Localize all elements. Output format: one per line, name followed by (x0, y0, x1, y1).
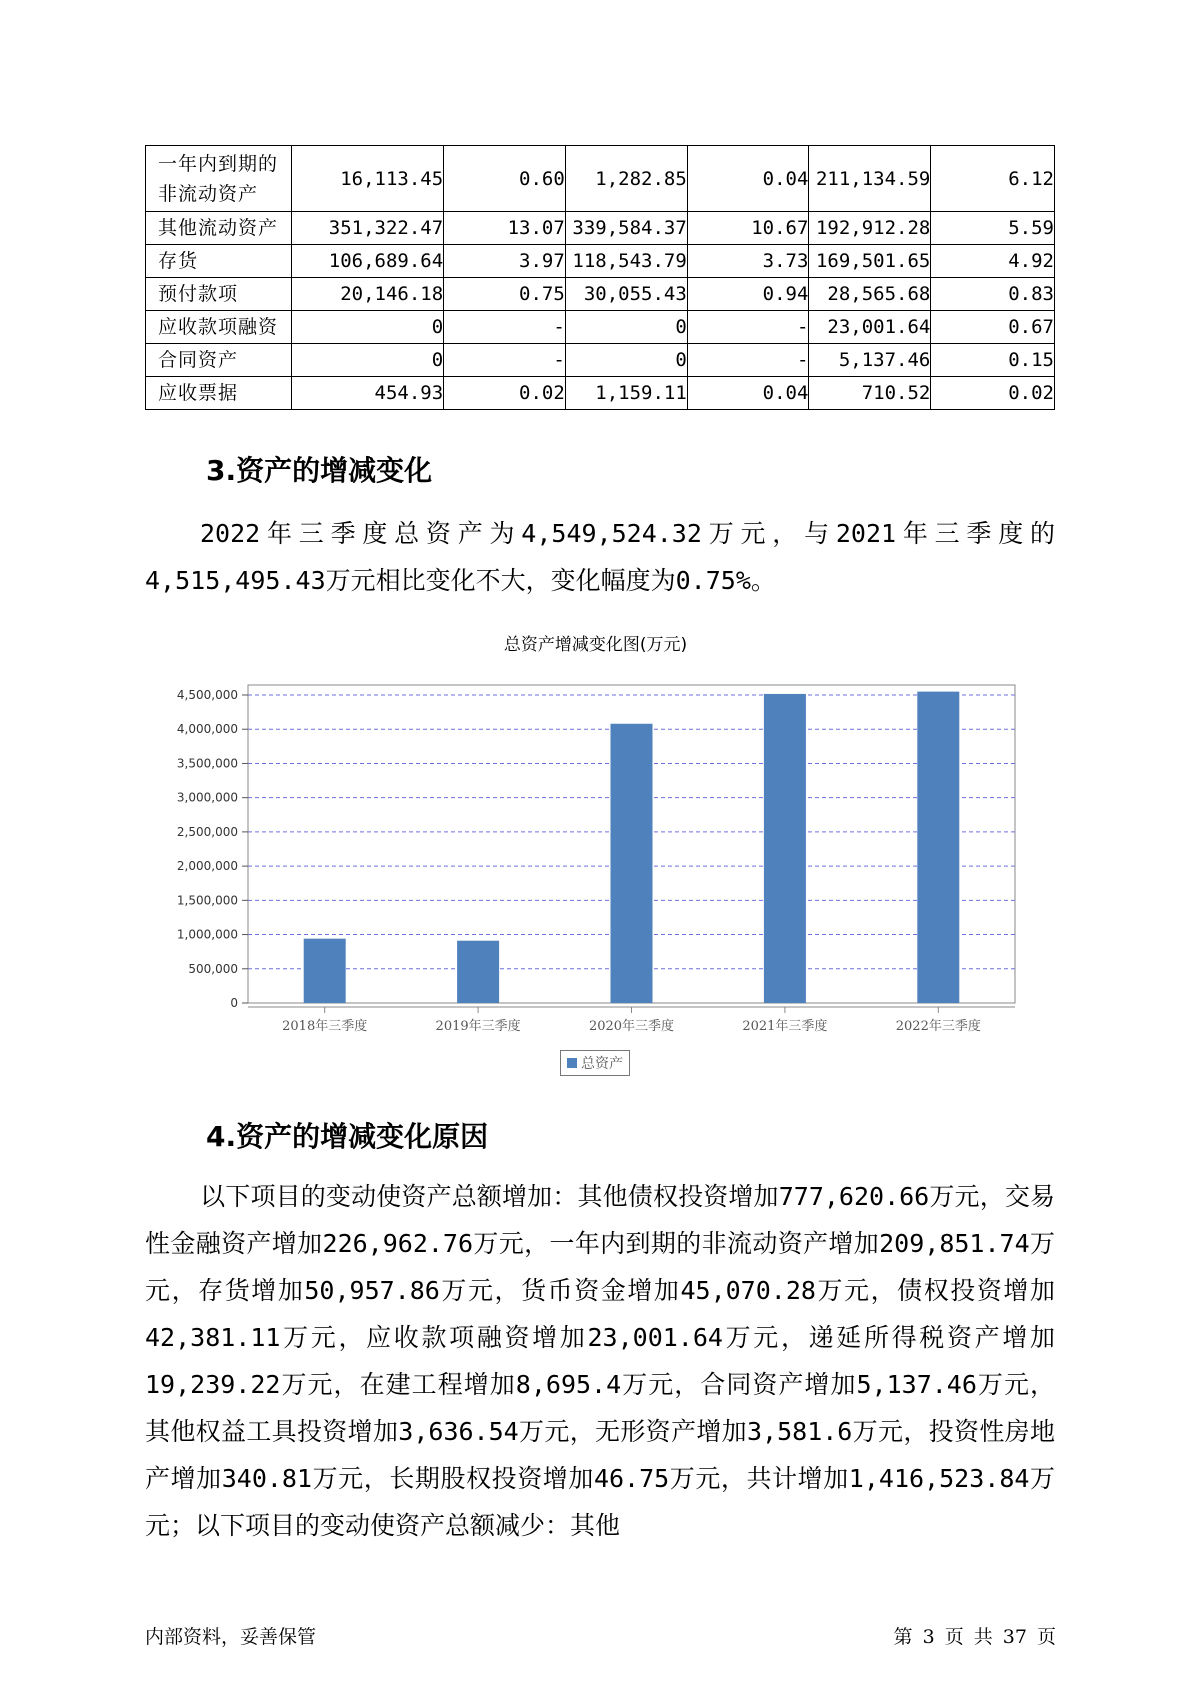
table-cell: 106,689.64 (292, 245, 444, 278)
row-label: 存货 (146, 245, 292, 278)
y-tick-label: 3,500,000 (176, 756, 238, 771)
bar (764, 694, 806, 1003)
table-cell: 454.93 (292, 377, 444, 410)
table-cell: 0.15 (931, 344, 1055, 377)
table-row (146, 278, 1055, 311)
footer-page-number: 第 3 页 共 37 页 (893, 1626, 1056, 1648)
bar (457, 941, 499, 1003)
table-row (146, 212, 1055, 245)
chart-title: 总资产增减变化图(万元) (503, 635, 688, 655)
table-cell: 5.59 (931, 212, 1055, 245)
section-3-paragraph: 2022年三季度总资产为4,549,524.32万元，与2021年三季度的4,515,495.43万元相比变化不大，变化幅度为0.75%。 (145, 519, 1055, 595)
table-cell: 1,282.85 (565, 146, 687, 212)
table-cell: 0.75 (444, 278, 566, 311)
table-cell: - (444, 311, 566, 344)
table-cell: 0 (292, 344, 444, 377)
row-label: 应收票据 (146, 377, 292, 410)
table-cell: 28,565.68 (809, 278, 931, 311)
x-tick-label: 2021年三季度 (742, 1019, 828, 1034)
table-cell: 3.97 (444, 245, 566, 278)
footer-confidential-note: 内部资料，妥善保管 (145, 1626, 317, 1648)
table-cell: 5,137.46 (809, 344, 931, 377)
table-cell: 339,584.37 (565, 212, 687, 245)
x-tick-label: 2018年三季度 (282, 1019, 368, 1034)
y-tick-label: 1,500,000 (176, 893, 238, 908)
table-cell: 0 (565, 311, 687, 344)
table-cell: 0.94 (687, 278, 809, 311)
y-tick-label: 500,000 (188, 961, 238, 976)
y-tick-label: 4,000,000 (176, 722, 238, 737)
table-cell: 0.02 (931, 377, 1055, 410)
chart-legend (560, 1050, 630, 1076)
table-row (146, 344, 1055, 377)
y-tick-label: 0 (230, 996, 238, 1010)
table-cell: 0.83 (931, 278, 1055, 311)
section-4-heading: 4.资产的增减变化原因 (206, 1120, 489, 1153)
table-cell: 351,322.47 (292, 212, 444, 245)
y-tick-label: 2,000,000 (176, 859, 238, 874)
table-row (146, 245, 1055, 278)
row-label: 一年内到期的非流动资产 (146, 146, 292, 212)
table-row (146, 377, 1055, 410)
table-cell: 20,146.18 (292, 278, 444, 311)
table-cell: 10.67 (687, 212, 809, 245)
x-tick-label: 2020年三季度 (588, 1019, 675, 1034)
row-label: 其他流动资产 (146, 212, 292, 245)
y-tick-label: 2,500,000 (176, 824, 238, 839)
table-cell: 13.07 (444, 212, 566, 245)
table-cell: 3.73 (687, 245, 809, 278)
x-tick-label: 2019年三季度 (435, 1019, 521, 1034)
table-cell: 6.12 (931, 146, 1055, 212)
table-cell: 30,055.43 (565, 278, 687, 311)
asset-table (145, 145, 1055, 410)
legend-swatch (567, 1058, 577, 1068)
table-cell: 0.02 (444, 377, 566, 410)
y-tick-label: 3,000,000 (176, 790, 238, 805)
table-cell: 23,001.64 (809, 311, 931, 344)
section-3-heading: 3.资产的增减变化 (206, 454, 433, 487)
row-label: 应收款项融资 (146, 311, 292, 344)
table-cell: 0.67 (931, 311, 1055, 344)
table-cell: 118,543.79 (565, 245, 687, 278)
table-cell: 1,159.11 (565, 377, 687, 410)
x-tick-label: 2022年三季度 (895, 1019, 981, 1034)
table-cell: 0 (565, 344, 687, 377)
row-label: 预付款项 (146, 278, 292, 311)
legend-label: 总资产 (581, 1056, 623, 1072)
table-cell: 0 (292, 311, 444, 344)
bar (611, 724, 653, 1003)
table-cell: 0.60 (444, 146, 566, 212)
table-row (146, 311, 1055, 344)
row-label: 合同资产 (146, 344, 292, 377)
table-cell: 16,113.45 (292, 146, 444, 212)
asset-bar-chart (160, 660, 1040, 1050)
bar (917, 692, 959, 1003)
table-cell: 0.04 (687, 146, 809, 212)
bar (304, 939, 346, 1003)
y-tick-label: 1,000,000 (176, 927, 238, 942)
section-4-paragraph: 以下项目的变动使资产总额增加：其他债权投资增加777,620.66万元，交易性金融资产增加226,962.76万元，一年内到期的非流动资产增加209,851.74万元，存货增加50,957.86万元，货币资金增加45,070.28万元，债权投资增加42,381.11万元，应收款项融资增加23,001.64万元，递延所得税资产增加19,239.22万元，在建工程增加8,695.4万元，合同资产增加5,137.46万元，其他权益工具投资增加3,636.54万元，无形资产增加3,581.6万元，投资性房地产增加340.81万元，长期股权投资增加46.75万元，共计增加1,416,523.84万元；以下项目的变动使资产总额减少：其他 (145, 1182, 1055, 1540)
table-cell: - (687, 311, 809, 344)
table-row (146, 146, 1055, 212)
table-cell: - (687, 344, 809, 377)
table-cell: 710.52 (809, 377, 931, 410)
table-cell: 0.04 (687, 377, 809, 410)
table-cell: 211,134.59 (809, 146, 931, 212)
table-cell: 169,501.65 (809, 245, 931, 278)
table-cell: - (444, 344, 566, 377)
y-tick-label: 4,500,000 (176, 688, 238, 702)
table-cell: 192,912.28 (809, 212, 931, 245)
table-cell: 4.92 (931, 245, 1055, 278)
